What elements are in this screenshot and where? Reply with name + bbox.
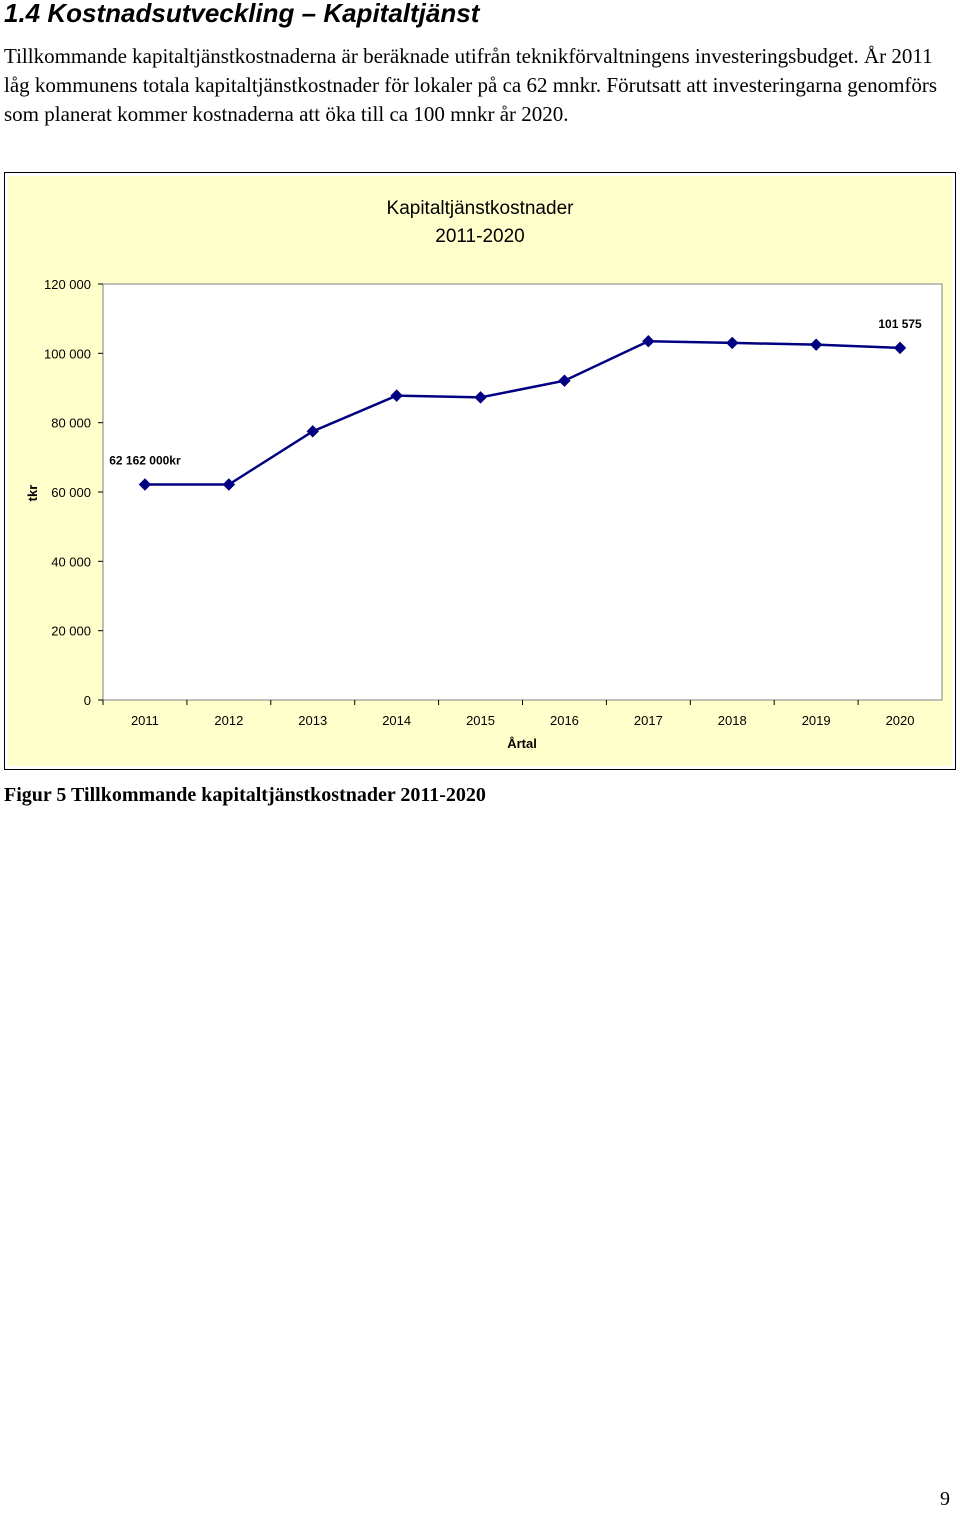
page-number: 9 — [940, 1488, 950, 1510]
x-tick-label: 2015 — [466, 713, 496, 728]
y-tick-label: 100 000 — [44, 346, 91, 362]
y-tick-label: 20 000 — [51, 623, 91, 639]
section-heading: 1.4 Kostnadsutveckling – Kapitaltjänst — [4, 0, 480, 28]
cost-line-chart — [5, 173, 955, 769]
x-tick-label: 2013 — [298, 713, 328, 728]
figure-caption: Figur 5 Tillkommande kapitaltjänstkostnader 2011-2020 — [4, 784, 486, 806]
chart-title: Kapitaltjänstkostnader — [386, 198, 574, 219]
y-tick-label: 120 000 — [44, 277, 91, 292]
y-tick-label: 40 000 — [51, 554, 91, 570]
chart-container — [4, 172, 956, 770]
y-tick-label: 0 — [83, 693, 91, 708]
data-label: 101 575 — [878, 316, 922, 331]
body-paragraph: Tillkommande kapitaltjänstkostnaderna är beräknade utifrån teknikförvaltningens investeringsbudget. År 2011 låg kommunens totala kapitaltjänstkostnader för lokaler på ca 62 mnkr. Förutsatt att investeringarna genomförs som planerat kommer kostnaderna att öka till ca 100 mnkr år 2020. — [4, 44, 938, 126]
y-tick-label: 80 000 — [51, 415, 91, 431]
x-tick-label: 2014 — [382, 713, 412, 728]
x-tick-label: 2016 — [549, 713, 579, 728]
x-tick-label: 2020 — [885, 713, 915, 728]
y-axis-label: tkr — [25, 484, 40, 502]
x-tick-label: 2019 — [801, 713, 831, 728]
y-tick-label: 60 000 — [51, 485, 91, 500]
x-axis-label: Årtal — [507, 736, 537, 751]
x-tick-label: 2012 — [214, 713, 244, 728]
data-label: 62 162 000kr — [109, 453, 181, 468]
x-tick-label: 2017 — [633, 713, 663, 728]
x-tick-label: 2018 — [717, 713, 747, 728]
chart-subtitle: 2011-2020 — [435, 226, 525, 247]
x-tick-label: 2011 — [130, 713, 159, 728]
